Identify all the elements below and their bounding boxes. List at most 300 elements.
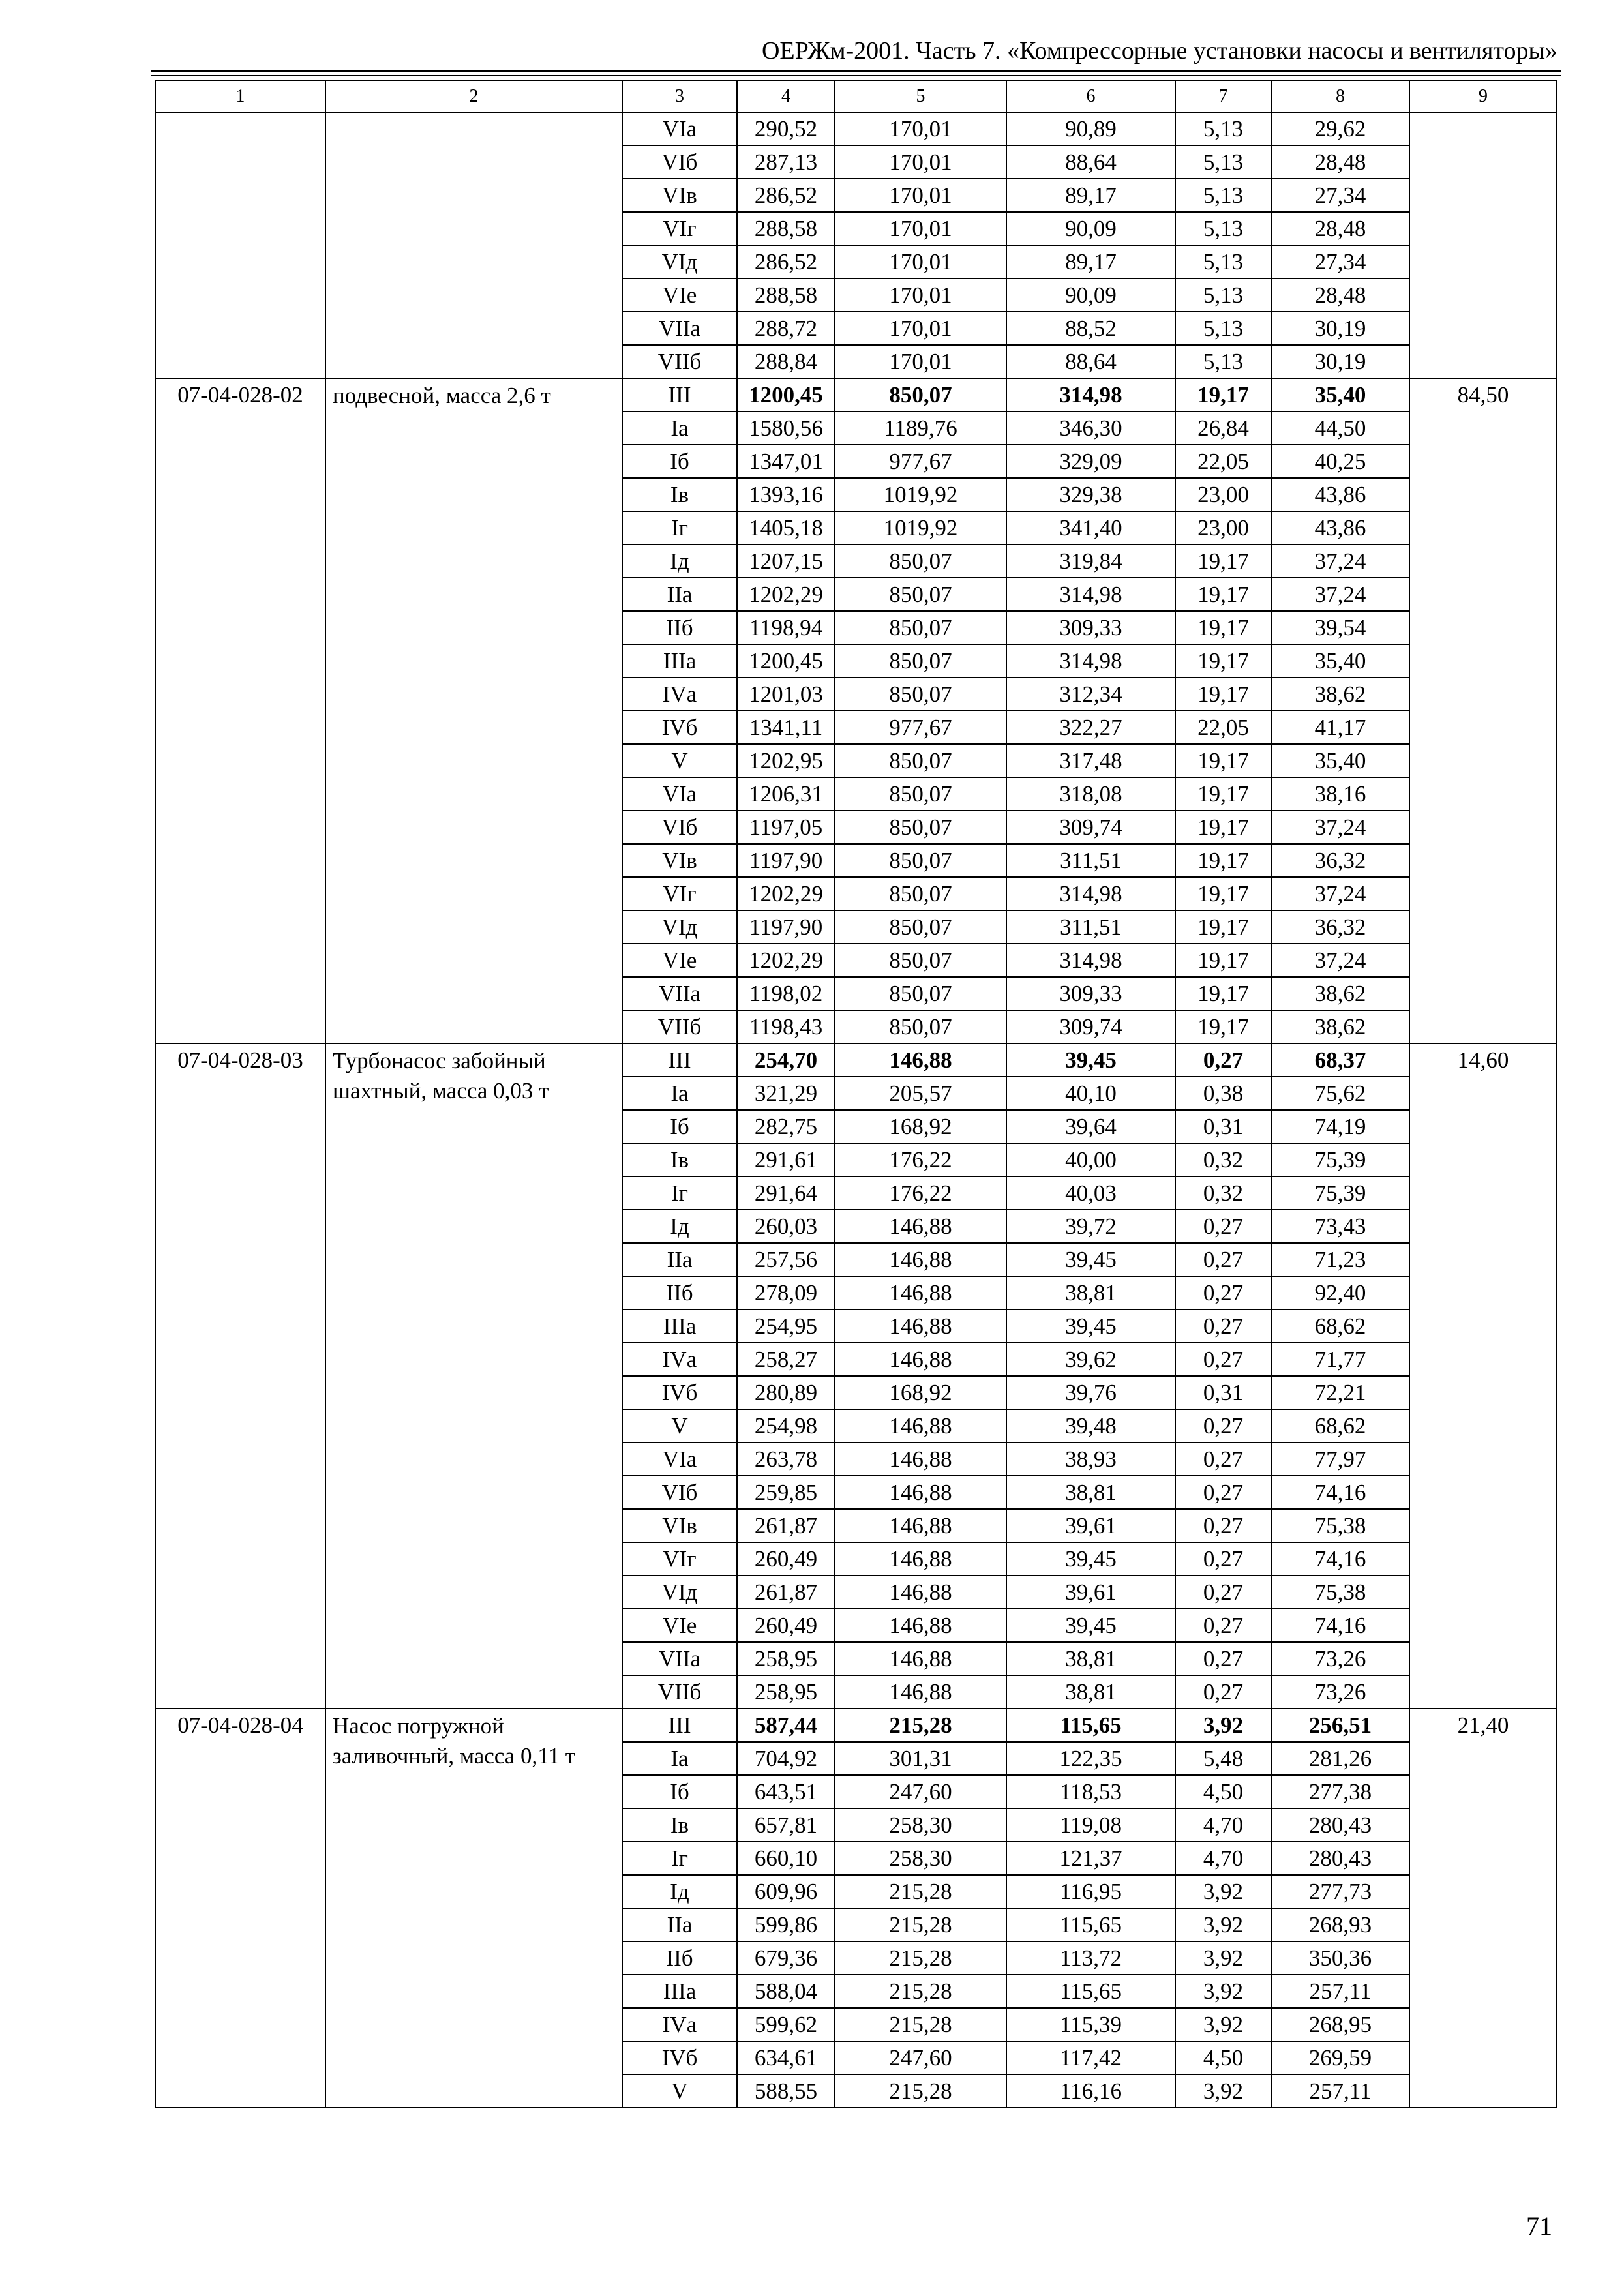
zone-cell: IIIа (622, 644, 737, 678)
materials-cell: 35,40 (1271, 644, 1409, 678)
machines-cell: 40,00 (1006, 1143, 1175, 1176)
total-cost-cell: 258,27 (737, 1343, 835, 1376)
zone-cell: Iб (622, 1110, 737, 1143)
wages-cell: 850,07 (835, 378, 1006, 411)
zone-cell: IIа (622, 578, 737, 611)
total-cost-cell: 288,58 (737, 212, 835, 245)
wages-cell: 170,01 (835, 278, 1006, 312)
machinists-wages-cell: 19,17 (1175, 977, 1271, 1010)
machines-cell: 90,09 (1006, 212, 1175, 245)
materials-cell: 68,62 (1271, 1409, 1409, 1443)
wages-cell: 1019,92 (835, 511, 1006, 545)
zone-cell: IVа (622, 678, 737, 711)
total-cost-cell: 679,36 (737, 1941, 835, 1975)
zone-cell: Iг (622, 1842, 737, 1875)
total-cost-cell: 260,49 (737, 1542, 835, 1576)
total-cost-cell: 291,64 (737, 1176, 835, 1210)
table-row (155, 1043, 1557, 1077)
zone-cell: VIе (622, 278, 737, 312)
column-9-cell: 84,50 (1409, 378, 1557, 1043)
wages-cell: 850,07 (835, 744, 1006, 777)
machines-cell: 319,84 (1006, 545, 1175, 578)
materials-cell: 73,26 (1271, 1642, 1409, 1675)
wages-cell: 170,01 (835, 179, 1006, 212)
wages-cell: 215,28 (835, 1975, 1006, 2008)
machines-cell: 38,81 (1006, 1642, 1175, 1675)
machinists-wages-cell: 0,27 (1175, 1576, 1271, 1609)
machines-cell: 38,93 (1006, 1443, 1175, 1476)
materials-cell: 29,62 (1271, 112, 1409, 145)
machinists-wages-cell: 0,27 (1175, 1476, 1271, 1509)
machinists-wages-cell: 0,32 (1175, 1143, 1271, 1176)
machinists-wages-cell: 5,13 (1175, 145, 1271, 179)
machines-cell: 116,16 (1006, 2074, 1175, 2108)
machines-cell: 115,65 (1006, 1975, 1175, 2008)
zone-cell: III (622, 378, 737, 411)
rate-name-cell: Насос погружной заливочный, масса 0,11 т (325, 1709, 622, 2108)
zone-cell: Iд (622, 1875, 737, 1908)
machinists-wages-cell: 0,27 (1175, 1243, 1271, 1276)
machinists-wages-cell: 4,50 (1175, 2041, 1271, 2074)
machinists-wages-cell: 0,32 (1175, 1176, 1271, 1210)
materials-cell: 37,24 (1271, 811, 1409, 844)
total-cost-cell: 290,52 (737, 112, 835, 145)
wages-cell: 850,07 (835, 1010, 1006, 1043)
zone-cell: VIв (622, 179, 737, 212)
machines-cell: 38,81 (1006, 1675, 1175, 1709)
machinists-wages-cell: 0,38 (1175, 1077, 1271, 1110)
total-cost-cell: 587,44 (737, 1709, 835, 1742)
total-cost-cell: 254,95 (737, 1309, 835, 1343)
column-9-cell: 21,40 (1409, 1709, 1557, 2108)
machines-cell: 309,33 (1006, 977, 1175, 1010)
wages-cell: 168,92 (835, 1110, 1006, 1143)
machines-cell: 39,45 (1006, 1243, 1175, 1276)
wages-cell: 168,92 (835, 1376, 1006, 1409)
machinists-wages-cell: 3,92 (1175, 1709, 1271, 1742)
total-cost-cell: 609,96 (737, 1875, 835, 1908)
machines-cell: 312,34 (1006, 678, 1175, 711)
zone-cell: VIIа (622, 1642, 737, 1675)
machinists-wages-cell: 0,31 (1175, 1376, 1271, 1409)
wages-cell: 146,88 (835, 1509, 1006, 1542)
wages-cell: 850,07 (835, 844, 1006, 877)
materials-cell: 74,19 (1271, 1110, 1409, 1143)
materials-cell: 40,25 (1271, 445, 1409, 478)
rate-name-cell: Турбонасос забойный шахтный, масса 0,03 т (325, 1043, 622, 1709)
table-body (155, 80, 1557, 2108)
zone-cell: IVа (622, 2008, 737, 2041)
rate-name-cell (325, 112, 622, 378)
wages-cell: 146,88 (835, 1443, 1006, 1476)
zone-cell: IIб (622, 1941, 737, 1975)
zone-cell: Iа (622, 1077, 737, 1110)
machines-cell: 309,74 (1006, 1010, 1175, 1043)
materials-cell: 43,86 (1271, 478, 1409, 511)
materials-cell: 72,21 (1271, 1376, 1409, 1409)
machines-cell: 40,10 (1006, 1077, 1175, 1110)
wages-cell: 850,07 (835, 944, 1006, 977)
machinists-wages-cell: 0,27 (1175, 1542, 1271, 1576)
wages-cell: 146,88 (835, 1675, 1006, 1709)
column-number: 6 (1006, 80, 1175, 112)
machinists-wages-cell: 26,84 (1175, 411, 1271, 445)
machines-cell: 309,33 (1006, 611, 1175, 644)
total-cost-cell: 261,87 (737, 1509, 835, 1542)
zone-cell: VIа (622, 112, 737, 145)
zone-cell: Iв (622, 1143, 737, 1176)
wages-cell: 850,07 (835, 811, 1006, 844)
machinists-wages-cell: 19,17 (1175, 811, 1271, 844)
machines-cell: 118,53 (1006, 1775, 1175, 1808)
column-number: 1 (155, 80, 325, 112)
wages-cell: 247,60 (835, 1775, 1006, 1808)
machines-cell: 39,62 (1006, 1343, 1175, 1376)
machines-cell: 317,48 (1006, 744, 1175, 777)
table-row (155, 112, 1557, 145)
total-cost-cell: 288,84 (737, 345, 835, 378)
header-double-rule (151, 70, 1561, 76)
materials-cell: 71,77 (1271, 1343, 1409, 1376)
total-cost-cell: 280,89 (737, 1376, 835, 1409)
wages-cell: 301,31 (835, 1742, 1006, 1775)
machinists-wages-cell: 0,27 (1175, 1675, 1271, 1709)
total-cost-cell: 288,58 (737, 278, 835, 312)
materials-cell: 44,50 (1271, 411, 1409, 445)
machines-cell: 40,03 (1006, 1176, 1175, 1210)
materials-cell: 281,26 (1271, 1742, 1409, 1775)
rate-name-cell: подвесной, масса 2,6 т (325, 378, 622, 1043)
total-cost-cell: 1580,56 (737, 411, 835, 445)
rates-table (155, 80, 1557, 2108)
machines-cell: 309,74 (1006, 811, 1175, 844)
total-cost-cell: 599,86 (737, 1908, 835, 1941)
wages-cell: 850,07 (835, 611, 1006, 644)
machinists-wages-cell: 0,27 (1175, 1043, 1271, 1077)
machines-cell: 346,30 (1006, 411, 1175, 445)
total-cost-cell: 1197,90 (737, 844, 835, 877)
wages-cell: 170,01 (835, 345, 1006, 378)
total-cost-cell: 1347,01 (737, 445, 835, 478)
machinists-wages-cell: 19,17 (1175, 545, 1271, 578)
machines-cell: 314,98 (1006, 378, 1175, 411)
materials-cell: 37,24 (1271, 944, 1409, 977)
materials-cell: 35,40 (1271, 744, 1409, 777)
materials-cell: 75,38 (1271, 1509, 1409, 1542)
machinists-wages-cell: 3,92 (1175, 2074, 1271, 2108)
machinists-wages-cell: 5,13 (1175, 278, 1271, 312)
materials-cell: 38,62 (1271, 1010, 1409, 1043)
wages-cell: 850,07 (835, 545, 1006, 578)
running-header: ОЕРЖм-2001. Часть 7. «Компрессорные установки насосы и вентиляторы» (761, 37, 1557, 65)
machinists-wages-cell: 5,13 (1175, 179, 1271, 212)
machines-cell: 119,08 (1006, 1808, 1175, 1842)
machines-cell: 39,64 (1006, 1110, 1175, 1143)
total-cost-cell: 1197,05 (737, 811, 835, 844)
zone-cell: Iг (622, 1176, 737, 1210)
total-cost-cell: 321,29 (737, 1077, 835, 1110)
machines-cell: 311,51 (1006, 844, 1175, 877)
zone-cell: VIб (622, 811, 737, 844)
machines-cell: 90,09 (1006, 278, 1175, 312)
machines-cell: 314,98 (1006, 877, 1175, 910)
machinists-wages-cell: 3,92 (1175, 1908, 1271, 1941)
zone-cell: VIIб (622, 345, 737, 378)
wages-cell: 170,01 (835, 245, 1006, 278)
machinists-wages-cell: 0,27 (1175, 1409, 1271, 1443)
total-cost-cell: 1200,45 (737, 378, 835, 411)
total-cost-cell: 287,13 (737, 145, 835, 179)
wages-cell: 977,67 (835, 445, 1006, 478)
zone-cell: VIIа (622, 977, 737, 1010)
machinists-wages-cell: 0,27 (1175, 1210, 1271, 1243)
wages-cell: 146,88 (835, 1642, 1006, 1675)
wages-cell: 146,88 (835, 1576, 1006, 1609)
machinists-wages-cell: 5,13 (1175, 212, 1271, 245)
wages-cell: 205,57 (835, 1077, 1006, 1110)
materials-cell: 75,39 (1271, 1176, 1409, 1210)
zone-cell: Iа (622, 1742, 737, 1775)
wages-cell: 146,88 (835, 1343, 1006, 1376)
total-cost-cell: 660,10 (737, 1842, 835, 1875)
machinists-wages-cell: 19,17 (1175, 678, 1271, 711)
table-row (155, 378, 1557, 411)
machines-cell: 89,17 (1006, 245, 1175, 278)
total-cost-cell: 278,09 (737, 1276, 835, 1309)
zone-cell: VIб (622, 145, 737, 179)
zone-cell: VIе (622, 1609, 737, 1642)
materials-cell: 37,24 (1271, 578, 1409, 611)
machines-cell: 322,27 (1006, 711, 1175, 744)
machines-cell: 88,64 (1006, 345, 1175, 378)
machinists-wages-cell: 5,13 (1175, 312, 1271, 345)
machinists-wages-cell: 19,17 (1175, 877, 1271, 910)
machines-cell: 38,81 (1006, 1476, 1175, 1509)
machinists-wages-cell: 0,27 (1175, 1443, 1271, 1476)
wages-cell: 850,07 (835, 877, 1006, 910)
machinists-wages-cell: 3,92 (1175, 2008, 1271, 2041)
zone-cell: VIе (622, 944, 737, 977)
zone-cell: VIа (622, 777, 737, 811)
column-number: 9 (1409, 80, 1557, 112)
materials-cell: 75,38 (1271, 1576, 1409, 1609)
zone-cell: VIIа (622, 312, 737, 345)
machinists-wages-cell: 0,27 (1175, 1609, 1271, 1642)
machinists-wages-cell: 22,05 (1175, 711, 1271, 744)
total-cost-cell: 254,98 (737, 1409, 835, 1443)
total-cost-cell: 643,51 (737, 1775, 835, 1808)
machinists-wages-cell: 5,48 (1175, 1742, 1271, 1775)
wages-cell: 170,01 (835, 212, 1006, 245)
column-number: 2 (325, 80, 622, 112)
wages-cell: 215,28 (835, 1941, 1006, 1975)
materials-cell: 30,19 (1271, 345, 1409, 378)
materials-cell: 280,43 (1271, 1808, 1409, 1842)
materials-cell: 71,23 (1271, 1243, 1409, 1276)
machines-cell: 314,98 (1006, 944, 1175, 977)
total-cost-cell: 259,85 (737, 1476, 835, 1509)
machines-cell: 39,61 (1006, 1509, 1175, 1542)
wages-cell: 1189,76 (835, 411, 1006, 445)
total-cost-cell: 588,55 (737, 2074, 835, 2108)
total-cost-cell: 282,75 (737, 1110, 835, 1143)
zone-cell: III (622, 1709, 737, 1742)
total-cost-cell: 657,81 (737, 1808, 835, 1842)
materials-cell: 36,32 (1271, 844, 1409, 877)
total-cost-cell: 286,52 (737, 179, 835, 212)
total-cost-cell: 704,92 (737, 1742, 835, 1775)
machines-cell: 329,09 (1006, 445, 1175, 478)
zone-cell: VIд (622, 1576, 737, 1609)
materials-cell: 73,43 (1271, 1210, 1409, 1243)
column-number: 5 (835, 80, 1006, 112)
wages-cell: 215,28 (835, 1709, 1006, 1742)
column-number: 7 (1175, 80, 1271, 112)
total-cost-cell: 260,03 (737, 1210, 835, 1243)
zone-cell: IIа (622, 1243, 737, 1276)
machines-cell: 39,45 (1006, 1609, 1175, 1642)
machinists-wages-cell: 3,92 (1175, 1941, 1271, 1975)
wages-cell: 1019,92 (835, 478, 1006, 511)
total-cost-cell: 263,78 (737, 1443, 835, 1476)
machinists-wages-cell: 23,00 (1175, 511, 1271, 545)
materials-cell: 268,95 (1271, 2008, 1409, 2041)
total-cost-cell: 1201,03 (737, 678, 835, 711)
zone-cell: IVа (622, 1343, 737, 1376)
zone-cell: IIа (622, 1908, 737, 1941)
total-cost-cell: 1200,45 (737, 644, 835, 678)
materials-cell: 37,24 (1271, 877, 1409, 910)
total-cost-cell: 1207,15 (737, 545, 835, 578)
materials-cell: 38,62 (1271, 977, 1409, 1010)
wages-cell: 215,28 (835, 1908, 1006, 1941)
zone-cell: IIб (622, 611, 737, 644)
total-cost-cell: 588,04 (737, 1975, 835, 2008)
column-number: 4 (737, 80, 835, 112)
wages-cell: 215,28 (835, 2074, 1006, 2108)
zone-cell: IVб (622, 711, 737, 744)
wages-cell: 850,07 (835, 777, 1006, 811)
materials-cell: 28,48 (1271, 212, 1409, 245)
wages-cell: 850,07 (835, 977, 1006, 1010)
zone-cell: Iг (622, 511, 737, 545)
machinists-wages-cell: 0,27 (1175, 1276, 1271, 1309)
materials-cell: 30,19 (1271, 312, 1409, 345)
machinists-wages-cell: 0,27 (1175, 1642, 1271, 1675)
total-cost-cell: 1197,90 (737, 910, 835, 944)
materials-cell: 92,40 (1271, 1276, 1409, 1309)
machines-cell: 311,51 (1006, 910, 1175, 944)
zone-cell: VIд (622, 245, 737, 278)
wages-cell: 170,01 (835, 312, 1006, 345)
materials-cell: 350,36 (1271, 1941, 1409, 1975)
column-number: 3 (622, 80, 737, 112)
machines-cell: 39,61 (1006, 1576, 1175, 1609)
machines-cell: 117,42 (1006, 2041, 1175, 2074)
wages-cell: 146,88 (835, 1609, 1006, 1642)
zone-cell: VIIб (622, 1010, 737, 1043)
machines-cell: 39,76 (1006, 1376, 1175, 1409)
materials-cell: 38,62 (1271, 678, 1409, 711)
machines-cell: 121,37 (1006, 1842, 1175, 1875)
zone-cell: Iд (622, 545, 737, 578)
wages-cell: 170,01 (835, 112, 1006, 145)
zone-cell: III (622, 1043, 737, 1077)
materials-cell: 277,73 (1271, 1875, 1409, 1908)
wages-cell: 977,67 (835, 711, 1006, 744)
machines-cell: 318,08 (1006, 777, 1175, 811)
total-cost-cell: 1202,95 (737, 744, 835, 777)
machines-cell: 115,39 (1006, 2008, 1175, 2041)
total-cost-cell: 1206,31 (737, 777, 835, 811)
wages-cell: 258,30 (835, 1808, 1006, 1842)
materials-cell: 277,38 (1271, 1775, 1409, 1808)
machines-cell: 89,17 (1006, 179, 1175, 212)
total-cost-cell: 1393,16 (737, 478, 835, 511)
materials-cell: 77,97 (1271, 1443, 1409, 1476)
machinists-wages-cell: 0,31 (1175, 1110, 1271, 1143)
machinists-wages-cell: 19,17 (1175, 844, 1271, 877)
machinists-wages-cell: 19,17 (1175, 944, 1271, 977)
materials-cell: 28,48 (1271, 145, 1409, 179)
wages-cell: 850,07 (835, 910, 1006, 944)
machinists-wages-cell: 19,17 (1175, 910, 1271, 944)
wages-cell: 258,30 (835, 1842, 1006, 1875)
machinists-wages-cell: 19,17 (1175, 644, 1271, 678)
machines-cell: 314,98 (1006, 578, 1175, 611)
zone-cell: V (622, 2074, 737, 2108)
wages-cell: 215,28 (835, 1875, 1006, 1908)
materials-cell: 68,62 (1271, 1309, 1409, 1343)
machinists-wages-cell: 3,92 (1175, 1975, 1271, 2008)
zone-cell: VIд (622, 910, 737, 944)
total-cost-cell: 291,61 (737, 1143, 835, 1176)
materials-cell: 268,93 (1271, 1908, 1409, 1941)
zone-cell: VIг (622, 1542, 737, 1576)
materials-cell: 37,24 (1271, 545, 1409, 578)
machines-cell: 90,89 (1006, 112, 1175, 145)
machinists-wages-cell: 4,50 (1175, 1775, 1271, 1808)
zone-cell: Iд (622, 1210, 737, 1243)
machinists-wages-cell: 19,17 (1175, 378, 1271, 411)
materials-cell: 35,40 (1271, 378, 1409, 411)
materials-cell: 74,16 (1271, 1542, 1409, 1576)
zone-cell: VIIб (622, 1675, 737, 1709)
machines-cell: 115,65 (1006, 1709, 1175, 1742)
machines-cell: 113,72 (1006, 1941, 1175, 1975)
rate-code-cell (155, 112, 325, 378)
machines-cell: 39,45 (1006, 1309, 1175, 1343)
wages-cell: 176,22 (835, 1143, 1006, 1176)
machines-cell: 38,81 (1006, 1276, 1175, 1309)
zone-cell: IIIа (622, 1309, 737, 1343)
zone-cell: IIIа (622, 1975, 737, 2008)
page-number: 71 (1526, 2211, 1552, 2241)
total-cost-cell: 1202,29 (737, 877, 835, 910)
machinists-wages-cell: 0,27 (1175, 1509, 1271, 1542)
materials-cell: 257,11 (1271, 1975, 1409, 2008)
machinists-wages-cell: 5,13 (1175, 345, 1271, 378)
total-cost-cell: 258,95 (737, 1642, 835, 1675)
wages-cell: 146,88 (835, 1210, 1006, 1243)
machinists-wages-cell: 23,00 (1175, 478, 1271, 511)
total-cost-cell: 1341,11 (737, 711, 835, 744)
total-cost-cell: 288,72 (737, 312, 835, 345)
total-cost-cell: 1405,18 (737, 511, 835, 545)
materials-cell: 74,16 (1271, 1476, 1409, 1509)
total-cost-cell: 254,70 (737, 1043, 835, 1077)
machines-cell: 314,98 (1006, 644, 1175, 678)
